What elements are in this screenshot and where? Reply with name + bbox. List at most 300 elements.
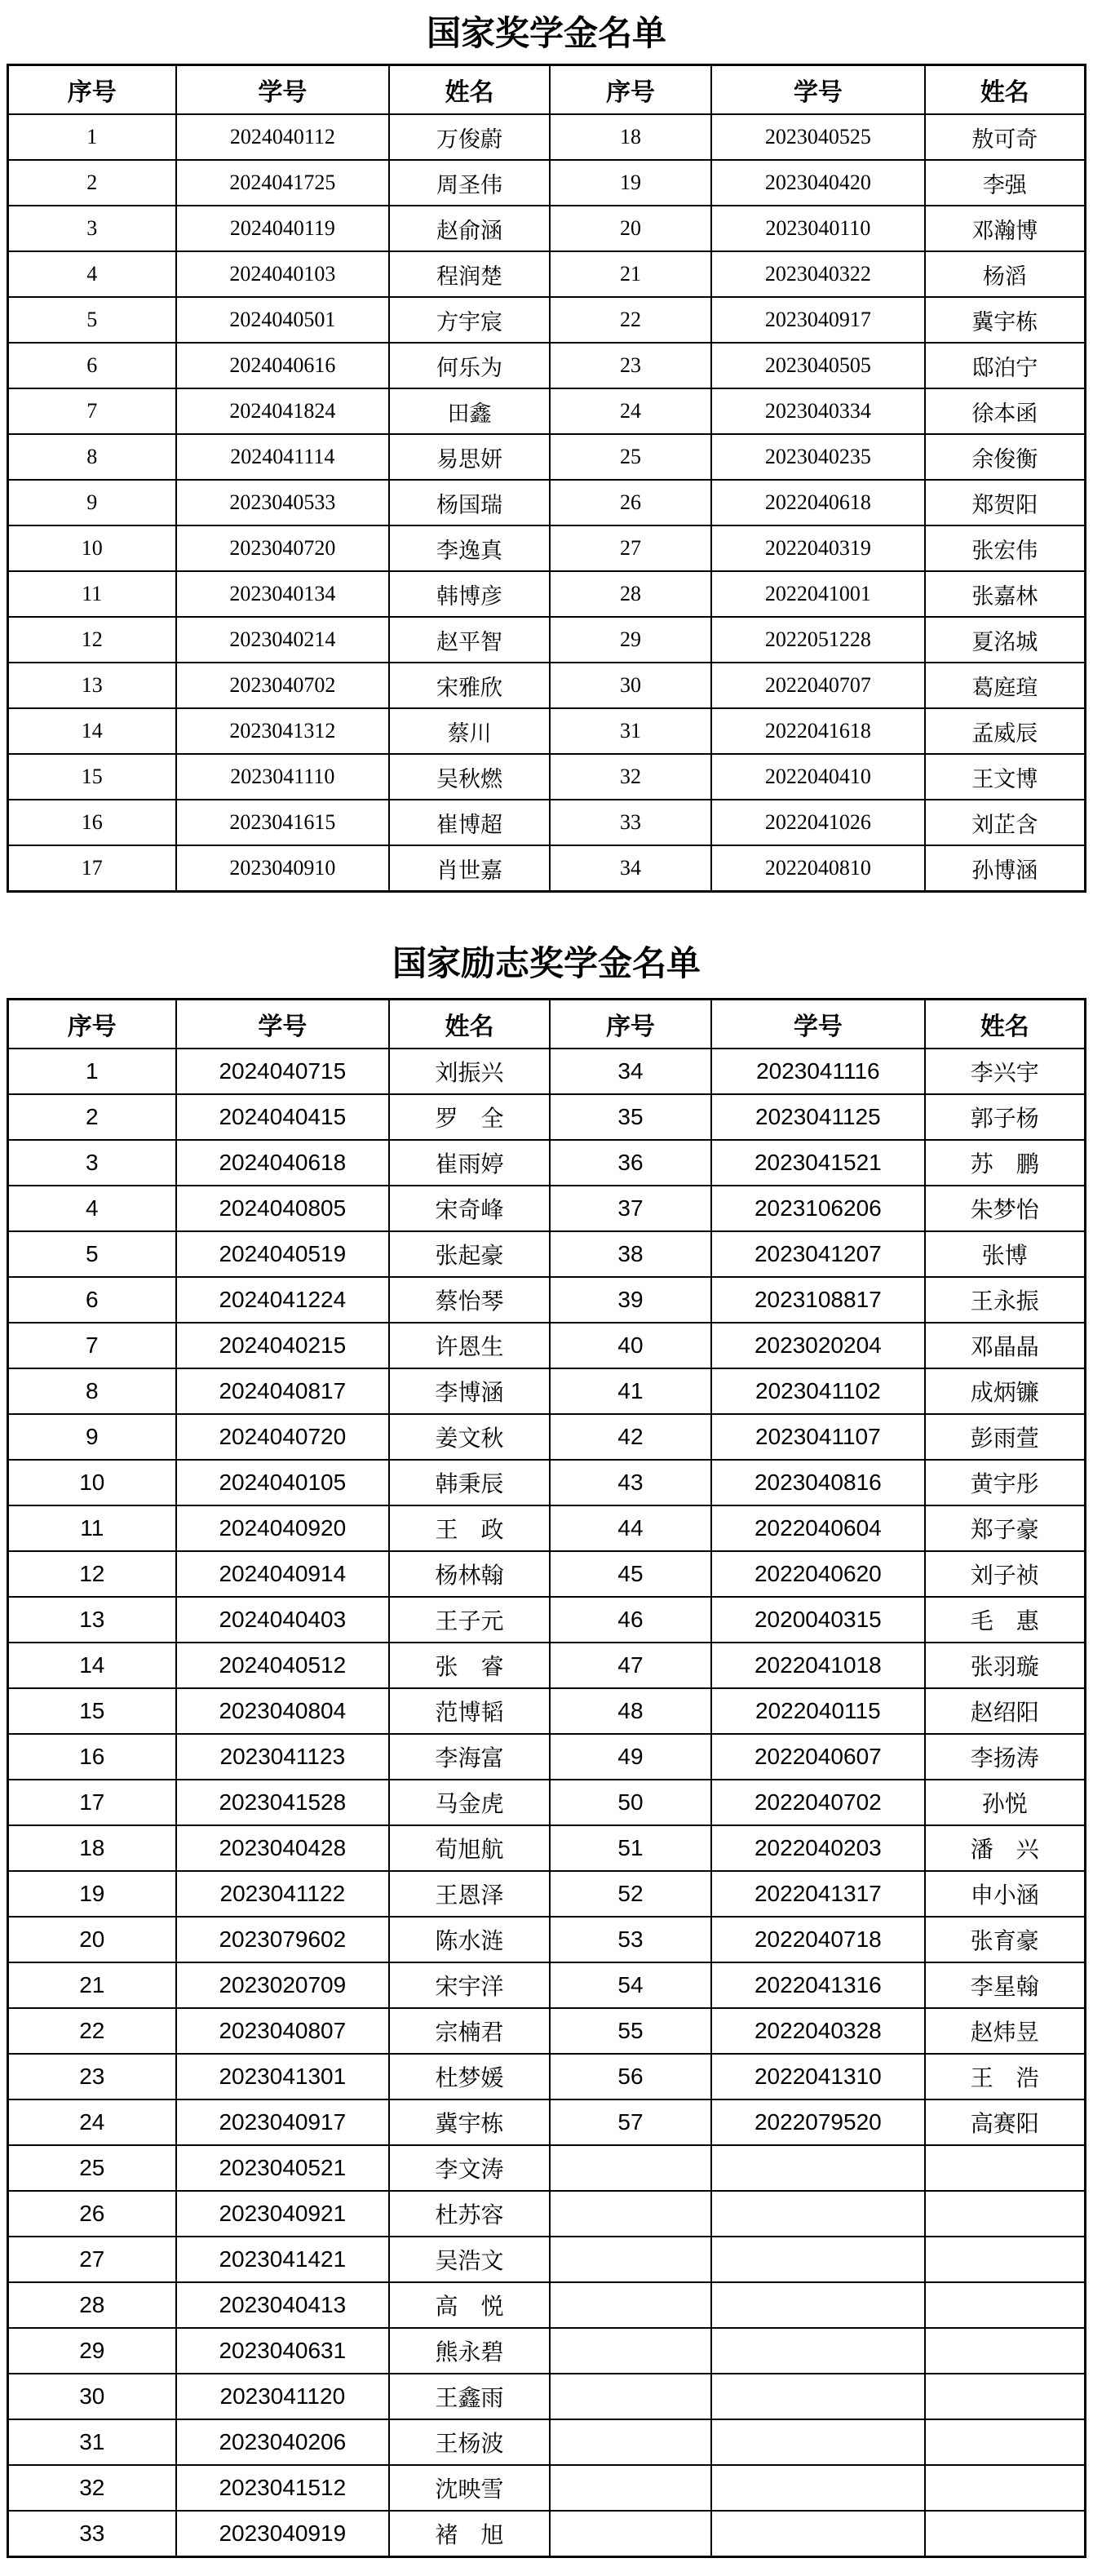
cell-serial: 48 [550, 1688, 711, 1734]
cell-student-id: 2022040810 [711, 845, 925, 892]
cell-name: 方宇宸 [389, 297, 550, 343]
table-row [8, 2465, 1086, 2511]
table-row [8, 1094, 1086, 1140]
cell-name: 熊永碧 [389, 2328, 550, 2374]
encouragement-scholarship-title: 国家励志奖学金名单 [392, 944, 701, 983]
cell-student-id: 2022051228 [711, 617, 925, 663]
cell-serial: 27 [8, 2237, 176, 2282]
table-row [8, 1140, 1086, 1186]
table-row [8, 2374, 1086, 2419]
cell-name: 郑贺阳 [925, 480, 1086, 525]
cell-serial: 47 [550, 1643, 711, 1688]
cell-serial: 50 [550, 1780, 711, 1825]
cell-student-id: 2024040914 [176, 1551, 390, 1597]
cell-name [925, 2282, 1086, 2328]
cell-name: 王文博 [925, 754, 1086, 800]
cell-name: 杜苏容 [389, 2191, 550, 2237]
table-row [8, 160, 1086, 206]
cell-student-id: 2023040807 [176, 2008, 390, 2054]
cell-student-id: 2023041312 [176, 708, 390, 754]
cell-student-id: 2022041026 [711, 800, 925, 845]
cell-serial [550, 2191, 711, 2237]
cell-student-id: 2023040521 [176, 2145, 390, 2191]
cell-name: 崔博超 [389, 800, 550, 845]
cell-name [925, 2237, 1086, 2282]
cell-name: 赵俞涵 [389, 206, 550, 251]
cell-name: 郑子豪 [925, 1505, 1086, 1551]
cell-name: 刘子祯 [925, 1551, 1086, 1597]
cell-name: 易思妍 [389, 434, 550, 480]
cell-serial: 23 [550, 343, 711, 388]
cell-student-id [711, 2374, 925, 2419]
national-scholarship-title: 国家奖学金名单 [426, 14, 666, 52]
cell-serial [550, 2328, 711, 2374]
cell-serial: 1 [8, 114, 176, 160]
cell-name: 王永振 [925, 1277, 1086, 1323]
cell-serial: 44 [550, 1505, 711, 1551]
cell-serial [550, 2465, 711, 2511]
cell-name: 赵绍阳 [925, 1688, 1086, 1734]
cell-student-id: 2023040428 [176, 1825, 390, 1871]
cell-serial: 49 [550, 1734, 711, 1780]
cell-student-id: 2023040206 [176, 2419, 390, 2465]
cell-name: 周圣伟 [389, 160, 550, 206]
table-row [8, 1688, 1086, 1734]
cell-serial: 14 [8, 1643, 176, 1688]
cell-name: 张羽璇 [925, 1643, 1086, 1688]
cell-serial: 29 [8, 2328, 176, 2374]
cell-name: 郭子杨 [925, 1094, 1086, 1140]
cell-name [925, 2191, 1086, 2237]
cell-name: 冀宇栋 [389, 2099, 550, 2145]
cell-serial: 12 [8, 617, 176, 663]
table-row [8, 434, 1086, 480]
cell-serial: 37 [550, 1186, 711, 1231]
cell-name: 葛庭瑄 [925, 663, 1086, 708]
table-row [8, 1368, 1086, 1414]
cell-name: 姜文秋 [389, 1414, 550, 1460]
header-student-id-right: 学号 [711, 999, 925, 1049]
cell-name: 潘 兴 [925, 1825, 1086, 1871]
cell-serial [550, 2511, 711, 2557]
cell-serial: 15 [8, 1688, 176, 1734]
cell-student-id: 2023041301 [176, 2054, 390, 2099]
cell-name: 张起豪 [389, 1231, 550, 1277]
cell-student-id: 2022040607 [711, 1734, 925, 1780]
cell-student-id [711, 2282, 925, 2328]
cell-student-id: 2024040720 [176, 1414, 390, 1460]
cell-student-id [711, 2145, 925, 2191]
table-row [8, 1231, 1086, 1277]
cell-name: 田鑫 [389, 388, 550, 434]
table-row [8, 1323, 1086, 1368]
cell-student-id: 2023020709 [176, 1962, 390, 2008]
cell-serial: 25 [8, 2145, 176, 2191]
cell-student-id: 2023040235 [711, 434, 925, 480]
cell-name: 李强 [925, 160, 1086, 206]
cell-name: 荀旭航 [389, 1825, 550, 1871]
table-row [8, 1643, 1086, 1688]
cell-name: 刘芷含 [925, 800, 1086, 845]
cell-student-id: 2023108817 [711, 1277, 925, 1323]
cell-student-id: 2023041125 [711, 1094, 925, 1140]
cell-name: 敖可奇 [925, 114, 1086, 160]
cell-name: 王 政 [389, 1505, 550, 1551]
cell-serial: 5 [8, 1231, 176, 1277]
cell-student-id: 2023041207 [711, 1231, 925, 1277]
cell-student-id: 2023041116 [711, 1049, 925, 1094]
cell-student-id [711, 2191, 925, 2237]
cell-serial: 17 [8, 845, 176, 892]
table-row [8, 2054, 1086, 2099]
cell-serial: 19 [550, 160, 711, 206]
table-row [8, 388, 1086, 434]
cell-name: 高 悦 [389, 2282, 550, 2328]
cell-student-id: 2022040604 [711, 1505, 925, 1551]
cell-serial: 57 [550, 2099, 711, 2145]
cell-student-id: 2024040519 [176, 1231, 390, 1277]
cell-student-id: 2023040917 [176, 2099, 390, 2145]
cell-serial [550, 2419, 711, 2465]
cell-name: 蔡川 [389, 708, 550, 754]
cell-student-id: 2023040110 [711, 206, 925, 251]
cell-name: 程润楚 [389, 251, 550, 297]
cell-student-id: 2022040718 [711, 1917, 925, 1962]
cell-name: 宋奇峰 [389, 1186, 550, 1231]
cell-student-id: 2023040214 [176, 617, 390, 663]
cell-name: 褚 旭 [389, 2511, 550, 2557]
table-row [8, 343, 1086, 388]
cell-name: 邓瀚博 [925, 206, 1086, 251]
cell-student-id: 2023040533 [176, 480, 390, 525]
cell-student-id: 2023041122 [176, 1871, 390, 1917]
cell-student-id: 2023041110 [176, 754, 390, 800]
table-row [8, 571, 1086, 617]
cell-student-id: 2023041107 [711, 1414, 925, 1460]
cell-serial: 10 [8, 1460, 176, 1505]
cell-serial: 13 [8, 663, 176, 708]
cell-name: 徐本函 [925, 388, 1086, 434]
cell-serial: 15 [8, 754, 176, 800]
cell-name: 张 睿 [389, 1643, 550, 1688]
table-row [8, 617, 1086, 663]
header-student-id-left: 学号 [176, 999, 390, 1049]
cell-student-id: 2024040119 [176, 206, 390, 251]
cell-serial: 52 [550, 1871, 711, 1917]
cell-serial: 33 [8, 2511, 176, 2557]
cell-serial: 36 [550, 1140, 711, 1186]
table-row [8, 1505, 1086, 1551]
cell-student-id: 2024040920 [176, 1505, 390, 1551]
header-serial-left: 序号 [8, 65, 176, 115]
cell-name: 刘振兴 [389, 1049, 550, 1094]
cell-student-id: 2022040620 [711, 1551, 925, 1597]
cell-student-id: 2022041316 [711, 1962, 925, 2008]
cell-serial: 30 [8, 2374, 176, 2419]
cell-name: 宋雅欣 [389, 663, 550, 708]
cell-student-id: 2023040720 [176, 525, 390, 571]
cell-name: 李兴宇 [925, 1049, 1086, 1094]
cell-student-id: 2020040315 [711, 1597, 925, 1643]
cell-serial: 46 [550, 1597, 711, 1643]
cell-name: 李文涛 [389, 2145, 550, 2191]
cell-serial: 38 [550, 1231, 711, 1277]
cell-name: 余俊衡 [925, 434, 1086, 480]
cell-name [925, 2328, 1086, 2374]
cell-name: 吴秋燃 [389, 754, 550, 800]
cell-serial: 26 [550, 480, 711, 525]
cell-name: 李博涵 [389, 1368, 550, 1414]
cell-student-id: 2023079602 [176, 1917, 390, 1962]
cell-name: 陈水涟 [389, 1917, 550, 1962]
table-row [8, 663, 1086, 708]
cell-student-id: 2023041615 [176, 800, 390, 845]
cell-serial: 32 [550, 754, 711, 800]
cell-serial: 14 [8, 708, 176, 754]
cell-serial: 35 [550, 1094, 711, 1140]
cell-serial: 31 [8, 2419, 176, 2465]
cell-student-id: 2023040804 [176, 1688, 390, 1734]
cell-serial: 20 [550, 206, 711, 251]
cell-student-id: 2022040328 [711, 2008, 925, 2054]
cell-student-id: 2023040134 [176, 571, 390, 617]
cell-name: 万俊蔚 [389, 114, 550, 160]
cell-serial: 42 [550, 1414, 711, 1460]
table-row [8, 1597, 1086, 1643]
cell-student-id: 2024040105 [176, 1460, 390, 1505]
table-row [8, 1414, 1086, 1460]
cell-name: 杜梦媛 [389, 2054, 550, 2099]
cell-serial: 28 [8, 2282, 176, 2328]
cell-student-id: 2023041528 [176, 1780, 390, 1825]
table-row [8, 845, 1086, 892]
cell-serial: 9 [8, 480, 176, 525]
cell-serial: 3 [8, 1140, 176, 1186]
cell-serial: 45 [550, 1551, 711, 1597]
cell-serial: 4 [8, 251, 176, 297]
cell-serial: 55 [550, 2008, 711, 2054]
cell-serial: 17 [8, 1780, 176, 1825]
cell-name: 许恩生 [389, 1323, 550, 1368]
table-row [8, 1917, 1086, 1962]
cell-name: 沈映雪 [389, 2465, 550, 2511]
cell-serial: 4 [8, 1186, 176, 1231]
cell-name: 孙博涵 [925, 845, 1086, 892]
cell-student-id: 2022079520 [711, 2099, 925, 2145]
cell-name: 苏 鹏 [925, 1140, 1086, 1186]
header-row [8, 65, 1086, 115]
cell-name: 赵平智 [389, 617, 550, 663]
cell-student-id: 2024041725 [176, 160, 390, 206]
cell-name: 冀宇栋 [925, 297, 1086, 343]
cell-name: 孟威辰 [925, 708, 1086, 754]
cell-student-id: 2023040505 [711, 343, 925, 388]
table-row [8, 525, 1086, 571]
cell-name: 马金虎 [389, 1780, 550, 1825]
national-scholarship-table [7, 64, 1086, 893]
cell-student-id: 2023040910 [176, 845, 390, 892]
cell-serial: 30 [550, 663, 711, 708]
cell-serial: 12 [8, 1551, 176, 1597]
table-row [8, 1277, 1086, 1323]
cell-serial: 1 [8, 1049, 176, 1094]
cell-student-id: 2022041317 [711, 1871, 925, 1917]
cell-name: 申小涵 [925, 1871, 1086, 1917]
table-row [8, 2328, 1086, 2374]
cell-student-id: 2023041421 [176, 2237, 390, 2282]
table-row [8, 1871, 1086, 1917]
cell-student-id: 2023040413 [176, 2282, 390, 2328]
cell-serial: 8 [8, 434, 176, 480]
cell-student-id: 2022041001 [711, 571, 925, 617]
cell-serial: 41 [550, 1368, 711, 1414]
cell-serial: 5 [8, 297, 176, 343]
table-row [8, 1825, 1086, 1871]
table-row [8, 2008, 1086, 2054]
cell-serial: 39 [550, 1277, 711, 1323]
cell-name: 王恩泽 [389, 1871, 550, 1917]
cell-serial: 32 [8, 2465, 176, 2511]
header-row [8, 999, 1086, 1049]
header-student-id-right: 学号 [711, 65, 925, 115]
cell-student-id: 2022040707 [711, 663, 925, 708]
cell-student-id: 2023040334 [711, 388, 925, 434]
cell-serial: 7 [8, 1323, 176, 1368]
table-row [8, 754, 1086, 800]
table-row [8, 800, 1086, 845]
cell-student-id: 2022040410 [711, 754, 925, 800]
cell-student-id: 2023041120 [176, 2374, 390, 2419]
cell-serial: 6 [8, 343, 176, 388]
cell-name: 邸泊宁 [925, 343, 1086, 388]
table-row [8, 708, 1086, 754]
cell-student-id: 2023040816 [711, 1460, 925, 1505]
cell-name: 杨林翰 [389, 1551, 550, 1597]
cell-serial: 21 [550, 251, 711, 297]
cell-serial: 11 [8, 1505, 176, 1551]
cell-name: 邓晶晶 [925, 1323, 1086, 1368]
table-row [8, 2237, 1086, 2282]
table-row [8, 480, 1086, 525]
cell-student-id: 2024040103 [176, 251, 390, 297]
document-page [0, 13, 1093, 2574]
cell-serial: 51 [550, 1825, 711, 1871]
cell-student-id: 2023041512 [176, 2465, 390, 2511]
cell-student-id: 2023020204 [711, 1323, 925, 1368]
header-serial-left: 序号 [8, 999, 176, 1049]
cell-serial [550, 2237, 711, 2282]
cell-serial: 53 [550, 1917, 711, 1962]
cell-student-id: 2023041123 [176, 1734, 390, 1780]
cell-name: 成炳镰 [925, 1368, 1086, 1414]
cell-serial: 40 [550, 1323, 711, 1368]
cell-student-id: 2023041521 [711, 1140, 925, 1186]
cell-student-id: 2024040403 [176, 1597, 390, 1643]
cell-student-id: 2023040921 [176, 2191, 390, 2237]
cell-serial: 33 [550, 800, 711, 845]
cell-name: 黄宇彤 [925, 1460, 1086, 1505]
cell-student-id: 2022041310 [711, 2054, 925, 2099]
cell-serial: 56 [550, 2054, 711, 2099]
cell-name: 赵炜昱 [925, 2008, 1086, 2054]
cell-name [925, 2419, 1086, 2465]
cell-student-id [711, 2328, 925, 2374]
cell-serial: 28 [550, 571, 711, 617]
cell-student-id: 2022041018 [711, 1643, 925, 1688]
cell-name: 范博韬 [389, 1688, 550, 1734]
cell-serial: 34 [550, 845, 711, 892]
cell-serial: 2 [8, 1094, 176, 1140]
cell-student-id: 2023040322 [711, 251, 925, 297]
cell-name: 吴浩文 [389, 2237, 550, 2282]
cell-serial: 16 [8, 800, 176, 845]
table-row [8, 2282, 1086, 2328]
cell-serial: 22 [550, 297, 711, 343]
cell-name: 张嘉林 [925, 571, 1086, 617]
cell-serial: 24 [8, 2099, 176, 2145]
cell-serial [550, 2282, 711, 2328]
cell-name: 张宏伟 [925, 525, 1086, 571]
table-row [8, 1049, 1086, 1094]
cell-name: 彭雨萱 [925, 1414, 1086, 1460]
cell-serial: 31 [550, 708, 711, 754]
cell-student-id: 2023040919 [176, 2511, 390, 2557]
cell-serial: 27 [550, 525, 711, 571]
encouragement-scholarship-table [7, 998, 1086, 2558]
cell-serial: 7 [8, 388, 176, 434]
cell-serial: 26 [8, 2191, 176, 2237]
cell-serial: 22 [8, 2008, 176, 2054]
cell-name: 高赛阳 [925, 2099, 1086, 2145]
table-row [8, 206, 1086, 251]
cell-serial: 54 [550, 1962, 711, 2008]
cell-student-id: 2024041114 [176, 434, 390, 480]
cell-name: 夏洺城 [925, 617, 1086, 663]
cell-serial: 3 [8, 206, 176, 251]
cell-name: 王杨波 [389, 2419, 550, 2465]
cell-student-id: 2023106206 [711, 1186, 925, 1231]
cell-name: 朱梦怡 [925, 1186, 1086, 1231]
cell-student-id: 2024040512 [176, 1643, 390, 1688]
cell-serial: 25 [550, 434, 711, 480]
cell-student-id: 2024040715 [176, 1049, 390, 1094]
cell-student-id: 2024040805 [176, 1186, 390, 1231]
cell-serial: 10 [8, 525, 176, 571]
cell-name: 何乐为 [389, 343, 550, 388]
cell-serial: 18 [8, 1825, 176, 1871]
cell-student-id: 2023040525 [711, 114, 925, 160]
cell-name: 宋宇洋 [389, 1962, 550, 2008]
cell-student-id: 2024040817 [176, 1368, 390, 1414]
cell-student-id [711, 2419, 925, 2465]
cell-serial: 13 [8, 1597, 176, 1643]
cell-serial: 21 [8, 1962, 176, 2008]
cell-name: 韩博彦 [389, 571, 550, 617]
cell-serial: 11 [8, 571, 176, 617]
table-row [8, 2099, 1086, 2145]
table-row [8, 1734, 1086, 1780]
cell-serial: 6 [8, 1277, 176, 1323]
cell-name: 孙悦 [925, 1780, 1086, 1825]
cell-serial [550, 2145, 711, 2191]
cell-name: 张育豪 [925, 1917, 1086, 1962]
cell-serial: 18 [550, 114, 711, 160]
cell-serial [550, 2374, 711, 2419]
cell-name: 蔡怡琴 [389, 1277, 550, 1323]
cell-student-id: 2022040618 [711, 480, 925, 525]
table-row [8, 1780, 1086, 1825]
cell-student-id: 2022040203 [711, 1825, 925, 1871]
